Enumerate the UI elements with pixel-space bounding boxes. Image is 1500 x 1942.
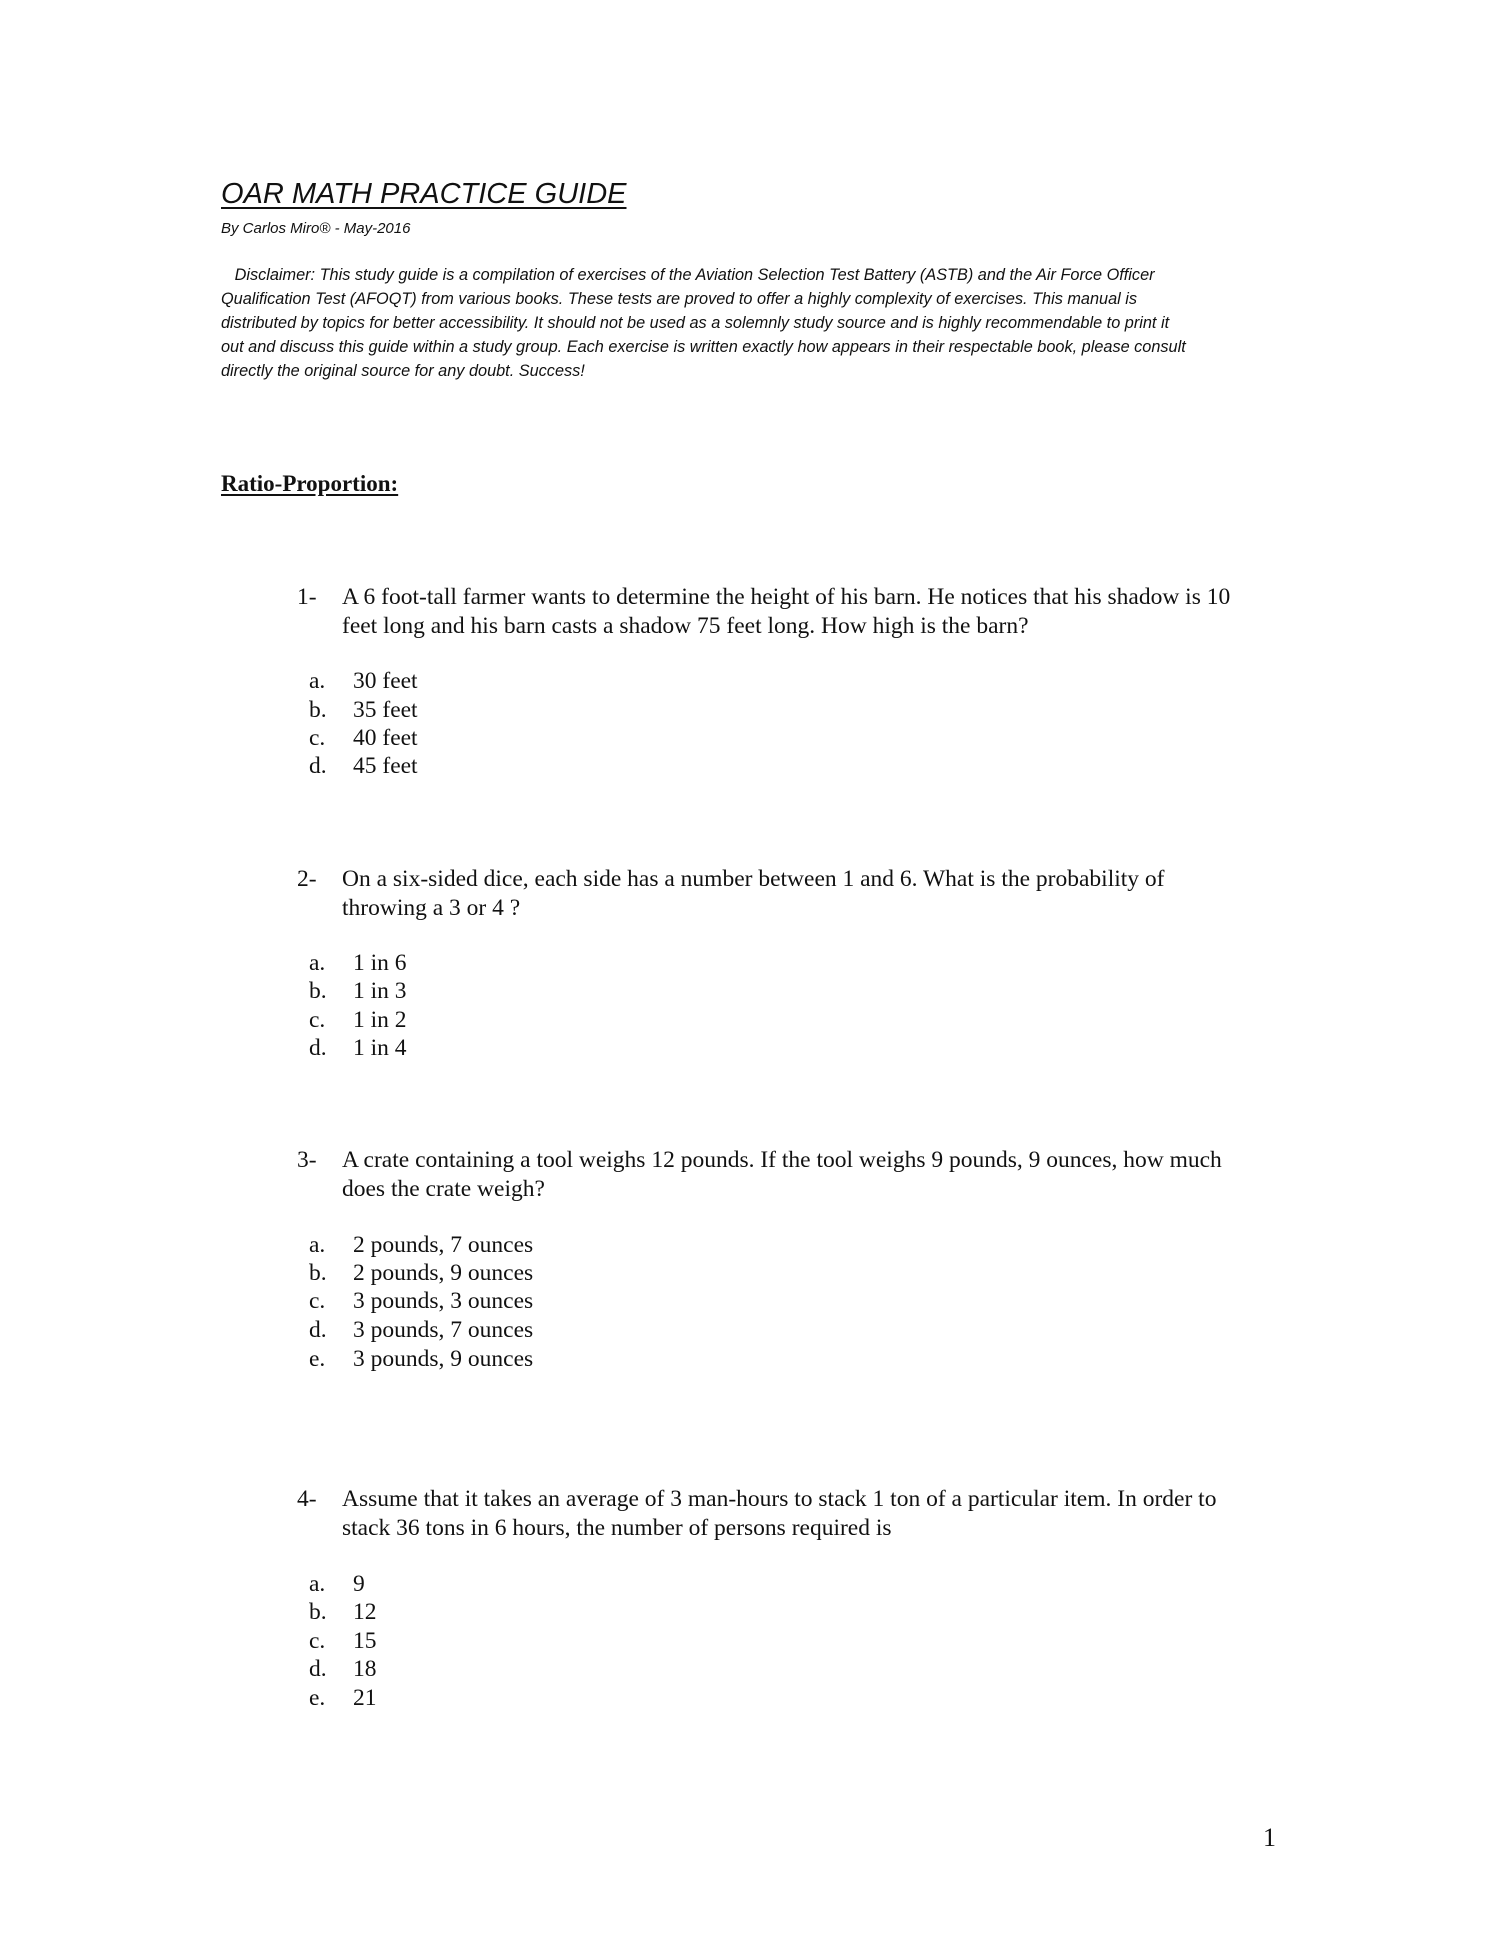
question-number: 1- [297,584,317,610]
option-text: 3 pounds, 7 ounces [353,1317,534,1343]
option-letter: b. [309,978,327,1004]
page-number: 1 [1263,1823,1276,1852]
option-letter: e. [309,1685,326,1711]
question-text-line: A crate containing a tool weighs 12 pounds. If the tool weighs 9 pounds, 9 ounces, how much [342,1147,1222,1173]
option-letter: a. [309,1232,326,1258]
option-text: 18 [353,1656,377,1682]
option-text: 1 in 3 [353,978,407,1004]
option-letter: b. [309,1260,327,1286]
option-letter: d. [309,1035,327,1061]
option-text: 1 in 6 [353,950,407,976]
option-letter: a. [309,950,326,976]
option-text: 45 feet [353,753,418,779]
option-letter: c. [309,1007,326,1033]
question-text-line: throwing a 3 or 4 ? [342,895,521,921]
option-letter: e. [309,1346,326,1372]
option-text: 9 [353,1571,365,1597]
question-number: 3- [297,1147,317,1173]
disclaimer-line: Disclaimer: This study guide is a compilation of exercises of the Aviation Selection Test Battery (ASTB) and the Air Force Officer [221,266,1155,284]
question-text-line: Assume that it takes an average of 3 man-hours to stack 1 ton of a particular item. In order to [342,1486,1217,1512]
option-letter: c. [309,1628,326,1654]
option-letter: c. [309,725,326,751]
disclaimer-line: directly the original source for any doubt. Success! [221,362,585,380]
option-letter: d. [309,1317,327,1343]
option-text: 40 feet [353,725,418,751]
option-text: 1 in 2 [353,1007,407,1033]
disclaimer-line: distributed by topics for better accessibility. It should not be used as a solemnly study source and is highly recommendable to print it [221,314,1170,332]
option-text: 3 pounds, 3 ounces [353,1288,534,1314]
option-letter: d. [309,1656,327,1682]
question-text-line: does the crate weigh? [342,1176,545,1202]
option-letter: b. [309,1599,327,1625]
option-text: 1 in 4 [353,1035,407,1061]
option-letter: c. [309,1288,326,1314]
byline: By Carlos Miro® - May-2016 [221,220,411,237]
option-letter: b. [309,697,327,723]
question-number: 2- [297,866,317,892]
option-text: 21 [353,1685,377,1711]
question-text-line: feet long and his barn casts a shadow 75 feet long. How high is the barn? [342,613,1029,639]
option-text: 35 feet [353,697,418,723]
option-text: 2 pounds, 7 ounces [353,1232,534,1258]
option-letter: a. [309,668,326,694]
option-letter: a. [309,1571,326,1597]
section-heading: Ratio-Proportion: [221,471,399,496]
option-text: 15 [353,1628,377,1654]
question-text-line: A 6 foot-tall farmer wants to determine the height of his barn. He notices that his shadow is 10 [342,584,1231,610]
question-text-line: stack 36 tons in 6 hours, the number of persons required is [342,1515,892,1541]
disclaimer-line: out and discuss this guide within a study group. Each exercise is written exactly how appears in their respectable book, please consult [221,338,1186,356]
option-text: 12 [353,1599,377,1625]
question-text-line: On a six-sided dice, each side has a number between 1 and 6. What is the probability of [342,866,1165,892]
question-number: 4- [297,1486,317,1512]
disclaimer-line: Qualification Test (AFOQT) from various books. These tests are proved to offer a highly complexity of exercises. This manual is [221,290,1138,308]
option-letter: d. [309,753,327,779]
option-text: 3 pounds, 9 ounces [353,1346,534,1372]
option-text: 2 pounds, 9 ounces [353,1260,534,1286]
document-title: OAR MATH PRACTICE GUIDE [221,178,627,210]
option-text: 30 feet [353,668,418,694]
